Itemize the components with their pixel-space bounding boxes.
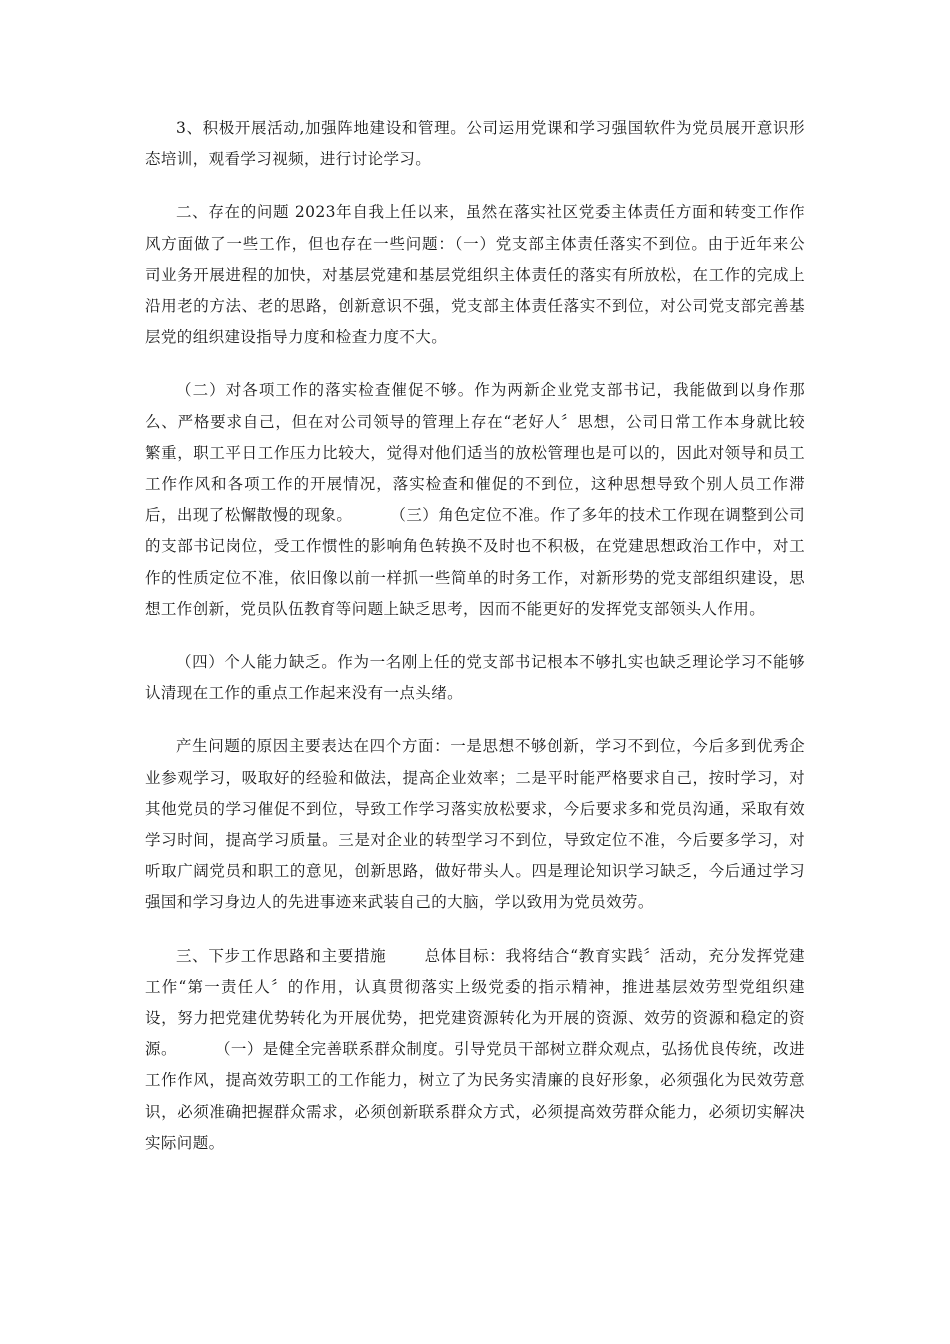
paragraph-next-steps — [145, 941, 805, 1159]
paragraph-personal-ability — [145, 647, 805, 709]
paragraph-causes — [145, 731, 805, 918]
paragraph-text: 总体目标：我将结合“教育实践〞活动，充分发挥党建工作“第一责任人〞的作用，认真贯彻落实上级党委的指示精神，推进基层效劳型党组织建设，努力把党建优势转化为开展优势，把党建资源转化为开展的资源、效劳的资源和稳定的资源。 — [145, 946, 805, 1059]
paragraph-text: （四）个人能力缺乏。作为一名刚上任的党支部书记根本不够扎实也缺乏理论学习不能够认清现在工作的重点工作起来没有一点头绪。 — [145, 653, 805, 703]
paragraph-text: （一）是健全完善联系群众制度。引导党员干部树立群众观点，弘扬优良传统，改进工作作风，提高效劳职工的工作能力，树立了为民务实清廉的良好形象，必须强化为民效劳意识，必须准确把握群众需求，必须创新联系群众方式，必须提高效劳群众能力，必须切实解决实际问题。 — [145, 1040, 805, 1152]
paragraph-text: （三）角色定位不准。作了多年的技术工作现在调整到公司的支部书记岗位，受工作惯性的影响角色转换不及时也不积极，在党建思想政治工作中，对工作的性质定位不准，依旧像以前一样抓一些简单的时务工作，对新形势的党支部组织建设，思想工作创新，党员队伍教育等问题上缺乏思考，因而不能更好的发挥党支部领头人作用。 — [145, 506, 806, 618]
paragraph-supervision-and-role — [145, 375, 805, 625]
paragraph-existing-problems — [145, 197, 805, 353]
paragraph-activities — [145, 113, 805, 175]
paragraph-text: 二、存在的问题 2023年自我上任以来，虽然在落实社区党委主体责任方面和转变工作作风方面做了一些工作，但也存在一些问题：（一）党支部主体责任落实不到位。由于近年来公司业务开展进程的加快，对基层党建和基层党组织主体责任的落实有所放松，在工作的完成上沿用老的方法、老的思路，创新意识不强，党支部主体责任落实不到位，对公司党支部完善基层党的组织建设指导力度和检查力度不大。 — [145, 203, 805, 347]
document-body — [145, 113, 805, 1181]
paragraph-text: 3、积极开展活动,加强阵地建设和管理。公司运用党课和学习强国软件为党员展开意识形态培训，观看学习视频，进行讨论学习。 — [145, 119, 805, 169]
paragraph-text: （二）对各项工作的落实检查催促不够。作为两新企业党支部书记，我能做到以身作那么、严格要求自己，但在对公司领导的管理上存在“老好人〞思想，公司日常工作本身就比较繁重，职工平日工作压力比较大，觉得对他们适当的放松管理也是可以的，因此对领导和员工工作作风和各项工作的开展情况，落实检查和催促的不到位，这种思想导致个别人员工作滞后，出现了松懈散慢的现象。 — [145, 381, 805, 525]
section-heading: 三、下步工作思路和主要措施 — [176, 946, 387, 965]
paragraph-text: 产生问题的原因主要表达在四个方面：一是思想不够创新，学习不到位，今后多到优秀企业参观学习，吸取好的经验和做法，提高企业效率；二是平时能严格要求自己，按时学习，对其他党员的学习催促不到位，导致工作学习落实放松要求，今后要求多和党员沟通，采取有效学习时间，提高学习质量。三是对企业的转型学习不到位，导致定位不准，今后要多学习，对听取广阔党员和职工的意见，创新思路，做好带头人。四是理论知识学习缺乏，今后通过学习强国和学习身边人的先进事迹来武装自己的大脑，学以致用为党员效劳。 — [145, 737, 805, 912]
